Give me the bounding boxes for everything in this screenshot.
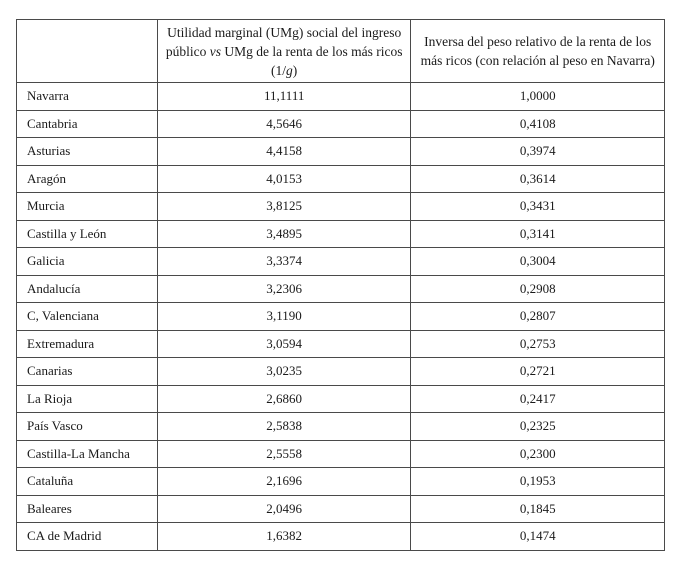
region-cell: CA de Madrid xyxy=(17,523,158,551)
header-umg-text-1: Utilidad marginal (UMg) social del ingreso público xyxy=(165,24,402,59)
table-row xyxy=(17,330,665,358)
header-region xyxy=(17,20,158,83)
umg-cell: 11,1111 xyxy=(157,83,411,111)
table-row xyxy=(17,165,665,193)
umg-cell: 1,6382 xyxy=(157,523,411,551)
header-umg-text-2: UMg de la renta de los más ricos (1/ xyxy=(221,43,403,78)
table-row xyxy=(17,468,665,496)
region-cell: Canarias xyxy=(17,358,158,386)
inversa-cell: 0,3141 xyxy=(411,220,665,248)
umg-cell: 3,2306 xyxy=(157,275,411,303)
region-cell: Baleares xyxy=(17,495,158,523)
umg-cell: 4,5646 xyxy=(157,110,411,138)
region-cell: Galicia xyxy=(17,248,158,276)
inversa-cell: 0,2721 xyxy=(411,358,665,386)
header-umg-vs: vs xyxy=(209,43,222,59)
region-cell: Navarra xyxy=(17,83,158,111)
region-cell: C, Valenciana xyxy=(17,303,158,331)
header-umg-g: g xyxy=(286,62,293,78)
table-row xyxy=(17,413,665,441)
inversa-cell: 0,3431 xyxy=(411,193,665,221)
inversa-cell: 0,3004 xyxy=(411,248,665,276)
header-row xyxy=(17,20,665,83)
region-cell: Aragón xyxy=(17,165,158,193)
table-row xyxy=(17,523,665,551)
umg-cell: 2,5558 xyxy=(157,440,411,468)
umg-cell: 2,0496 xyxy=(157,495,411,523)
umg-cell: 2,6860 xyxy=(157,385,411,413)
table-row xyxy=(17,303,665,331)
inversa-cell: 0,3614 xyxy=(411,165,665,193)
umg-cell: 3,8125 xyxy=(157,193,411,221)
table-row xyxy=(17,248,665,276)
umg-cell: 3,1190 xyxy=(157,303,411,331)
inversa-cell: 0,1845 xyxy=(411,495,665,523)
region-cell: Asturias xyxy=(17,138,158,166)
region-cell: Cataluña xyxy=(17,468,158,496)
region-cell: Castilla y León xyxy=(17,220,158,248)
table-row xyxy=(17,220,665,248)
table-row xyxy=(17,440,665,468)
table-row xyxy=(17,495,665,523)
table-row xyxy=(17,275,665,303)
inversa-cell: 0,2325 xyxy=(411,413,665,441)
inversa-cell: 0,4108 xyxy=(411,110,665,138)
header-umg xyxy=(157,20,411,83)
table-row xyxy=(17,385,665,413)
region-cell: La Rioja xyxy=(17,385,158,413)
umg-cell: 3,0594 xyxy=(157,330,411,358)
inversa-cell: 0,1953 xyxy=(411,468,665,496)
table-row xyxy=(17,358,665,386)
umg-cell: 4,4158 xyxy=(157,138,411,166)
region-cell: País Vasco xyxy=(17,413,158,441)
region-cell: Cantabria xyxy=(17,110,158,138)
umg-cell: 2,1696 xyxy=(157,468,411,496)
table-row xyxy=(17,110,665,138)
table-row xyxy=(17,138,665,166)
header-inversa: Inversa del peso relativo de la renta de los más ricos (con relación al peso en Navarra) xyxy=(411,20,665,83)
table-row xyxy=(17,83,665,111)
region-cell: Murcia xyxy=(17,193,158,221)
inversa-cell: 0,2908 xyxy=(411,275,665,303)
region-cell: Andalucía xyxy=(17,275,158,303)
inversa-cell: 1,0000 xyxy=(411,83,665,111)
umg-cell: 3,3374 xyxy=(157,248,411,276)
data-table xyxy=(16,19,665,551)
umg-cell: 3,4895 xyxy=(157,220,411,248)
inversa-cell: 0,1474 xyxy=(411,523,665,551)
inversa-cell: 0,2417 xyxy=(411,385,665,413)
umg-cell: 4,0153 xyxy=(157,165,411,193)
inversa-cell: 0,2300 xyxy=(411,440,665,468)
umg-cell: 2,5838 xyxy=(157,413,411,441)
inversa-cell: 0,2753 xyxy=(411,330,665,358)
header-umg-text-3: ) xyxy=(292,62,298,78)
table-row xyxy=(17,193,665,221)
umg-cell: 3,0235 xyxy=(157,358,411,386)
inversa-cell: 0,3974 xyxy=(411,138,665,166)
region-cell: Extremadura xyxy=(17,330,158,358)
inversa-cell: 0,2807 xyxy=(411,303,665,331)
region-cell: Castilla-La Mancha xyxy=(17,440,158,468)
